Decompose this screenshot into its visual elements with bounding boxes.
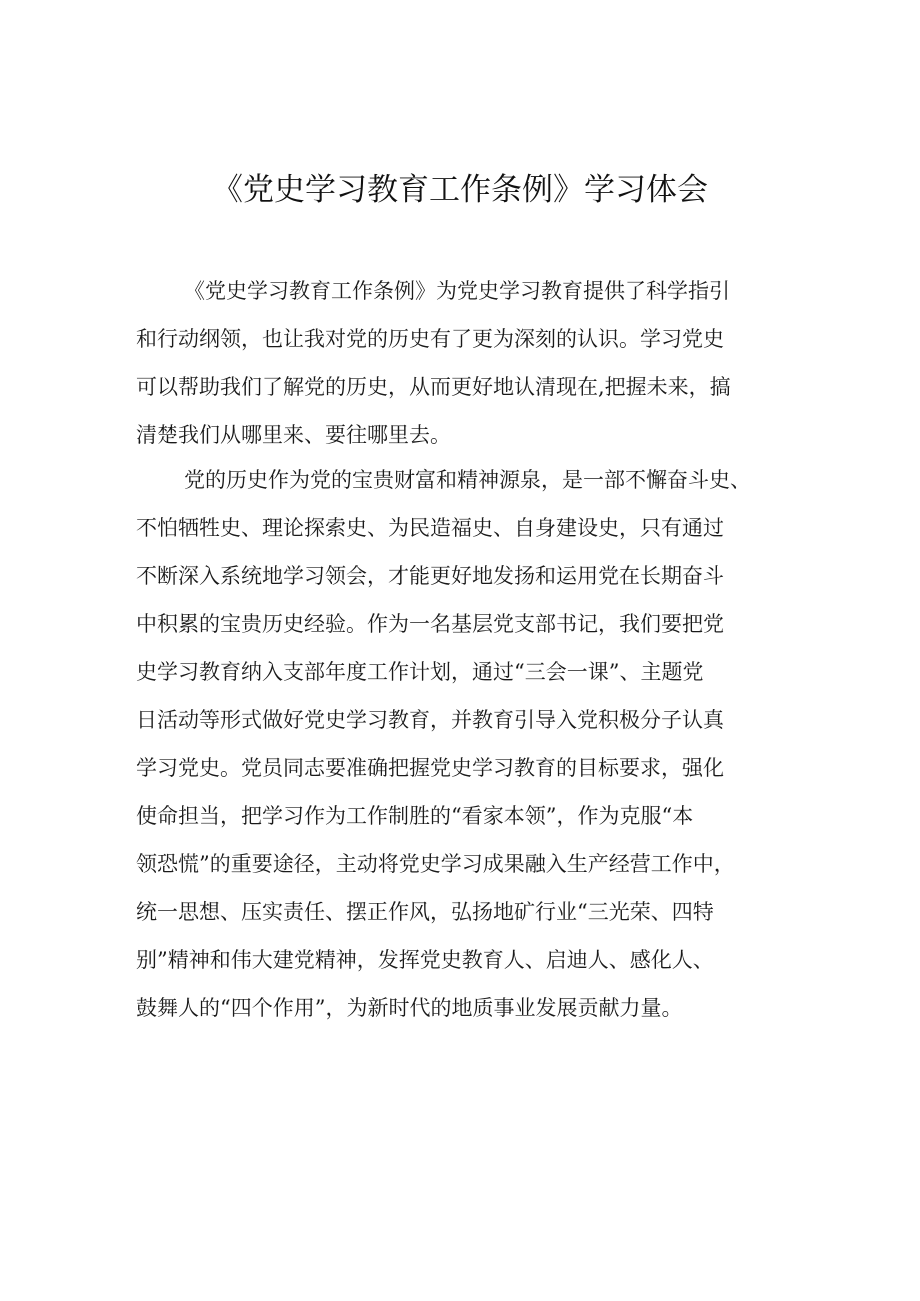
paragraph-line: 学习党史。党员同志要准确把握党史学习教育的目标要求，强化 [136, 756, 724, 780]
paragraph-line: 清楚我们从哪里来、要往哪里去。 [136, 423, 451, 447]
paragraph-line: 不怕牺牲史、理论探索史、为民造福史、自身建设史，只有通过 [136, 516, 724, 540]
paragraph-line: 和行动纲领，也让我对党的历史有了更为深刻的认识。学习党史 [136, 327, 724, 351]
paragraph-1 [136, 267, 786, 459]
paragraph-line: 使命担当，把学习作为工作制胜的“看家本领”，作为克服“本 [136, 804, 694, 828]
paragraph-line: 鼓舞人的“四个作用”，为新时代的地质事业发展贡献力量。 [136, 996, 683, 1020]
paragraph-line: 中积累的宝贵历史经验。作为一名基层党支部书记，我们要把党 [136, 612, 724, 636]
paragraph-line: 不断深入系统地学习领会，才能更好地发扬和运用党在长期奋斗 [136, 564, 724, 588]
paragraph-line: 可以帮助我们了解党的历史，从而更好地认清现在,把握未来，搞 [136, 375, 731, 399]
paragraph-line: 史学习教育纳入支部年度工作计划，通过“三会一课”、主题党 [136, 660, 704, 684]
paragraph-2 [136, 456, 786, 1032]
paragraph-line: 《党史学习教育工作条例》为党史学习教育提供了科学指引 [184, 279, 730, 303]
paragraph-line: 统一思想、压实责任、摆正作风，弘扬地矿行业“三光荣、四特 [136, 900, 714, 924]
paragraph-line: 别”精神和伟大建党精神，发挥党史教育人、启迪人、感化人、 [136, 948, 714, 972]
document-title: 《党史学习教育工作条例》学习体会 [212, 172, 708, 208]
paragraph-line: 日活动等形式做好党史学习教育，并教育引导入党积极分子认真 [136, 708, 724, 732]
paragraph-line: 领恐慌”的重要途径，主动将党史学习成果融入生产经营工作中， [136, 852, 735, 876]
paragraph-line: 党的历史作为党的宝贵财富和精神源泉，是一部不懈奋斗史、 [184, 468, 751, 492]
